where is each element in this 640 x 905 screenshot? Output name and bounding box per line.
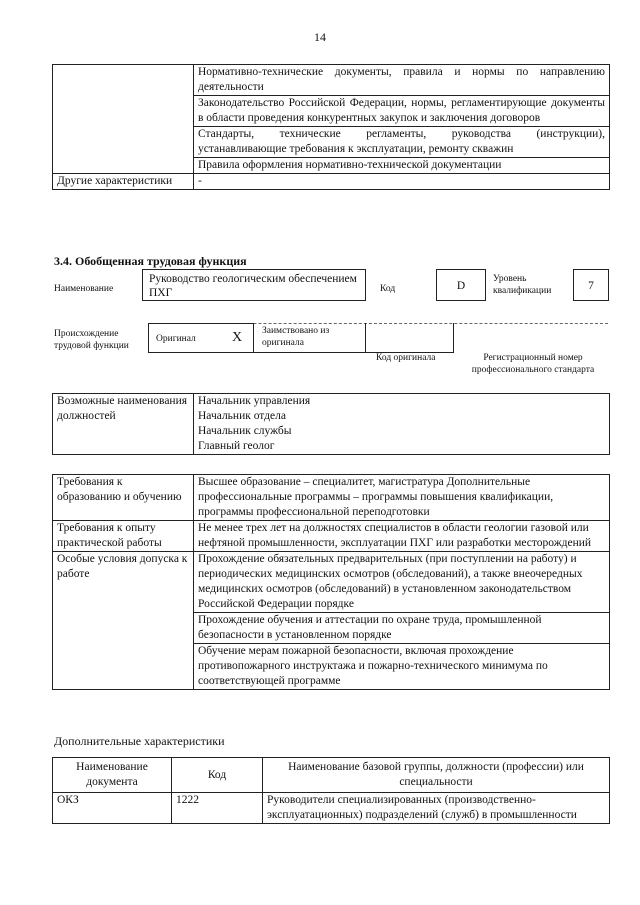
table-cell-list (194, 394, 610, 455)
knowledge-table (52, 64, 610, 190)
table-cell-label (53, 65, 194, 174)
level-value-box: 7 (573, 269, 609, 301)
code-original-box (366, 323, 454, 353)
position-item: Начальник службы (198, 425, 292, 437)
position-item: Начальник отдела (198, 410, 286, 422)
code-label: Код (380, 284, 396, 294)
okz-table (52, 757, 610, 824)
table-cell: 1222 (172, 793, 263, 824)
table-cell-text: Стандарты, технические регламенты, руководства (инструкции), устанавливающие требования к эксплуатации, ремонту скважин (194, 127, 610, 158)
table-cell-text: Нормативно-технические документы, правила и нормы по направлению деятельности (194, 65, 610, 96)
column-header: Наименование документа (53, 758, 172, 793)
table-cell-text: - (194, 174, 610, 190)
table-cell-label: Особые условия допуска к работе (53, 552, 194, 690)
additional-heading: Дополнительные характеристики (54, 734, 225, 748)
table-cell-text: Прохождение обучения и аттестации по охране труда, промышленной безопасности в установленном порядке (194, 613, 610, 644)
table-cell-label: Требования к образованию и обучению (53, 475, 194, 521)
function-name-box: Руководство геологическим обеспечением ПХГ (142, 269, 366, 301)
level-label: Уровень квалификации (493, 274, 552, 296)
original-label: Оригинал (156, 334, 196, 344)
page-number: 14 (314, 30, 326, 44)
table-row (53, 793, 610, 824)
table-cell-label: Другие характеристики (53, 174, 194, 190)
section-heading: 3.4. Обобщенная трудовая функция (54, 254, 247, 268)
table-row (53, 475, 610, 521)
table-cell-text: Высшее образование – специалитет, магистратура Дополнительные профессиональные программы – программы повышения квалификации, программы профессиональной переподготовки (194, 475, 610, 521)
table-cell-text: Прохождение обязательных предварительных (при поступлении на работу) и периодических медицинских осмотров (обследований), а также внеочередных медицинских осмотров (обследований) в установленном законодательством Российской Федерации порядке (194, 552, 610, 613)
original-mark: X (232, 330, 243, 345)
table-cell-text: Правила оформления нормативно-технической документации (194, 158, 610, 174)
requirements-table (52, 474, 610, 690)
table-cell-text: Обучение мерам пожарной безопасности, включая прохождение противопожарного инструктажа и пожарно-технического минимума по соответствующей программе (194, 644, 610, 690)
table-cell-text: Не менее трех лет на должностях специалистов в области геологии газовой или нефтяной промышленности, эксплуатации ПХГ или разработки месторождений (194, 521, 610, 552)
table-cell-text: Законодательство Российской Федерации, нормы, регламентирующие документы в области проведения конкурентных закупок и заключения договоров (194, 96, 610, 127)
table-row (53, 174, 610, 190)
name-label: Наименование (54, 284, 114, 294)
table-cell: ОКЗ (53, 793, 172, 824)
table-cell-label: Требования к опыту практической работы (53, 521, 194, 552)
borrowed-label: Заимствовано из оригинала (262, 326, 330, 348)
table-row (53, 521, 610, 552)
table-row (53, 394, 610, 455)
column-header: Наименование базовой группы, должности (профессии) или специальности (263, 758, 610, 793)
positions-table (52, 393, 610, 455)
table-row (53, 65, 610, 96)
reg-number-caption: Регистрационный номер профессионального стандарта (471, 353, 595, 375)
code-original-caption: Код оригинала (376, 353, 436, 363)
table-cell: Руководители специализированных (производственно-эксплуатационных) подразделений (служб) в промышленности (263, 793, 610, 824)
table-header-row (53, 758, 610, 793)
position-item: Главный геолог (198, 440, 275, 452)
code-value-box: D (436, 269, 486, 301)
position-item: Начальник управления (198, 395, 311, 407)
origin-label: Происхождение трудовой функции (54, 329, 129, 351)
table-cell-label: Возможные наименования должностей (53, 394, 194, 455)
table-row (53, 552, 610, 613)
column-header: Код (172, 758, 263, 793)
